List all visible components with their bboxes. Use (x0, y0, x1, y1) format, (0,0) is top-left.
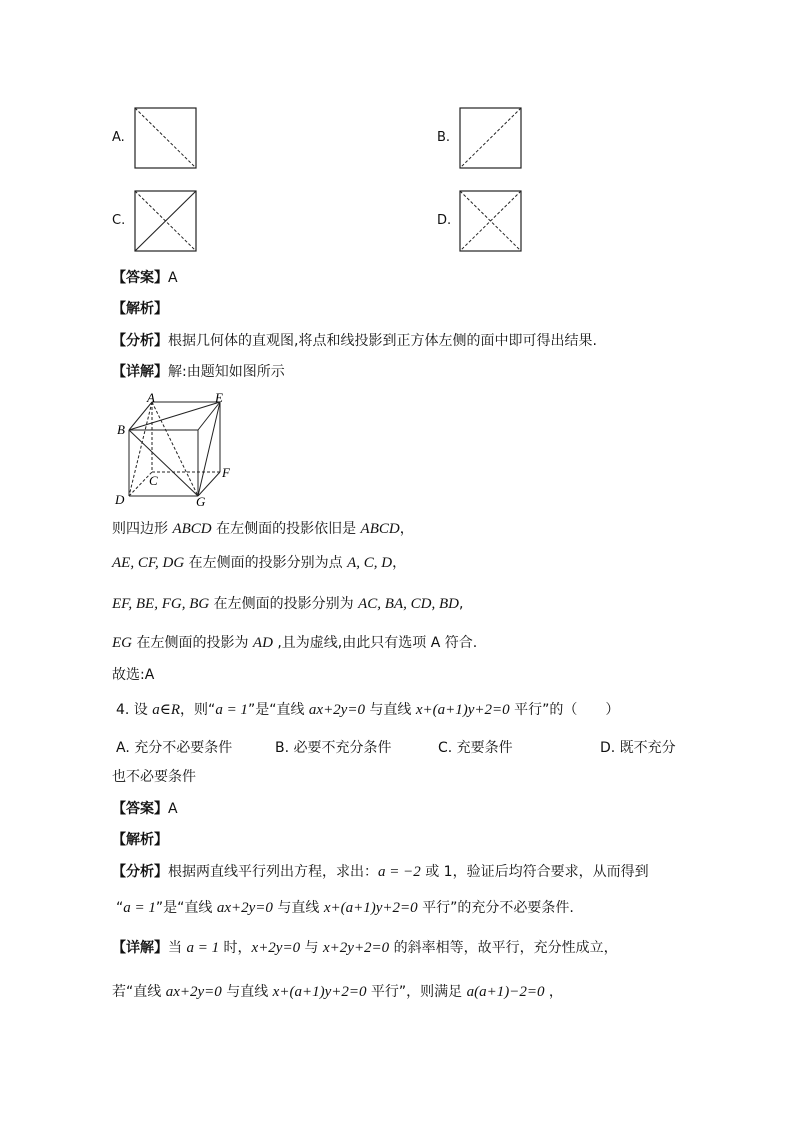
option-b-label: B. (437, 130, 451, 145)
q4-answer: 【答案】A (112, 801, 178, 817)
cube-label-e: E (215, 390, 223, 405)
option-d-label: D. (437, 213, 452, 228)
cube-figure (112, 390, 242, 510)
option-c-square (134, 190, 198, 253)
cube-label-a: A (147, 390, 155, 405)
option-a-square (134, 107, 198, 170)
option-a-diagonal (135, 108, 196, 168)
q4-stem: 4. 设 a∈R，则“a = 1”是“直线 ax+2y=0 与直线 x+(a+1)y+2=0 平行”的（ ） (116, 702, 620, 718)
q4-jiexi-tag: 【解析】 (112, 832, 168, 848)
q4-choice-a: A. 充分不必要条件 (116, 740, 233, 756)
q3-line-4: EG 在左侧面的投影为 AD ,且为虚线,由此只有选项 A 符合. (112, 635, 478, 651)
cube-label-d: D (115, 492, 125, 507)
option-b-diagonal (460, 108, 521, 168)
q3-line-1: 则四边形 ABCD 在左侧面的投影依旧是 ABCD， (112, 521, 414, 537)
q3-conclusion: 故选:A (112, 667, 155, 683)
option-c-label: C. (112, 213, 126, 228)
q3-line-2: AE, CF, DG 在左侧面的投影分别为点 A, C, D， (112, 555, 407, 571)
cube-label-g: G (196, 494, 206, 509)
q4-choice-b: B. 必要不充分条件 (275, 740, 392, 756)
q4-choice-c: C. 充要条件 (438, 740, 513, 756)
option-d-square (459, 190, 523, 253)
q4-choice-d: D. 既不充分 (600, 740, 676, 756)
q4-choice-d-wrap: 也不必要条件 (112, 769, 196, 785)
q4-detail: 【详解】当 a = 1 时，x+2y=0 与 x+2y+2=0 的斜率相等，故平行，充分性成立， (112, 940, 618, 956)
cube-label-f: F (222, 465, 230, 480)
cube-label-b: B (117, 422, 125, 437)
option-a-label: A. (112, 130, 125, 145)
q4-analysis-1: 【分析】根据两直线平行列出方程，求出：a = −2 或 1，验证后均符合要求，从而得到 (112, 864, 649, 880)
q3-detail: 【详解】解:由题知如图所示 (112, 364, 285, 380)
q3-analysis: 【分析】根据几何体的直观图,将点和线投影到正方体左侧的面中即可得出结果. (112, 333, 597, 349)
q4-analysis-2: “a = 1”是“直线 ax+2y=0 与直线 x+(a+1)y+2=0 平行”的充分不必要条件. (116, 900, 574, 916)
cube-label-c: C (149, 473, 158, 488)
option-b-square (459, 107, 523, 170)
q3-jiexi-tag: 【解析】 (112, 301, 168, 317)
q3-answer: 【答案】A (112, 270, 178, 286)
q4-last-line: 若“直线 ax+2y=0 与直线 x+(a+1)y+2=0 平行”，则满足 a(a+1)−2=0 ， (112, 984, 563, 1000)
q3-line-3: EF, BE, FG, BG 在左侧面的投影分别为 AC, BA, CD, BD, (112, 596, 464, 612)
